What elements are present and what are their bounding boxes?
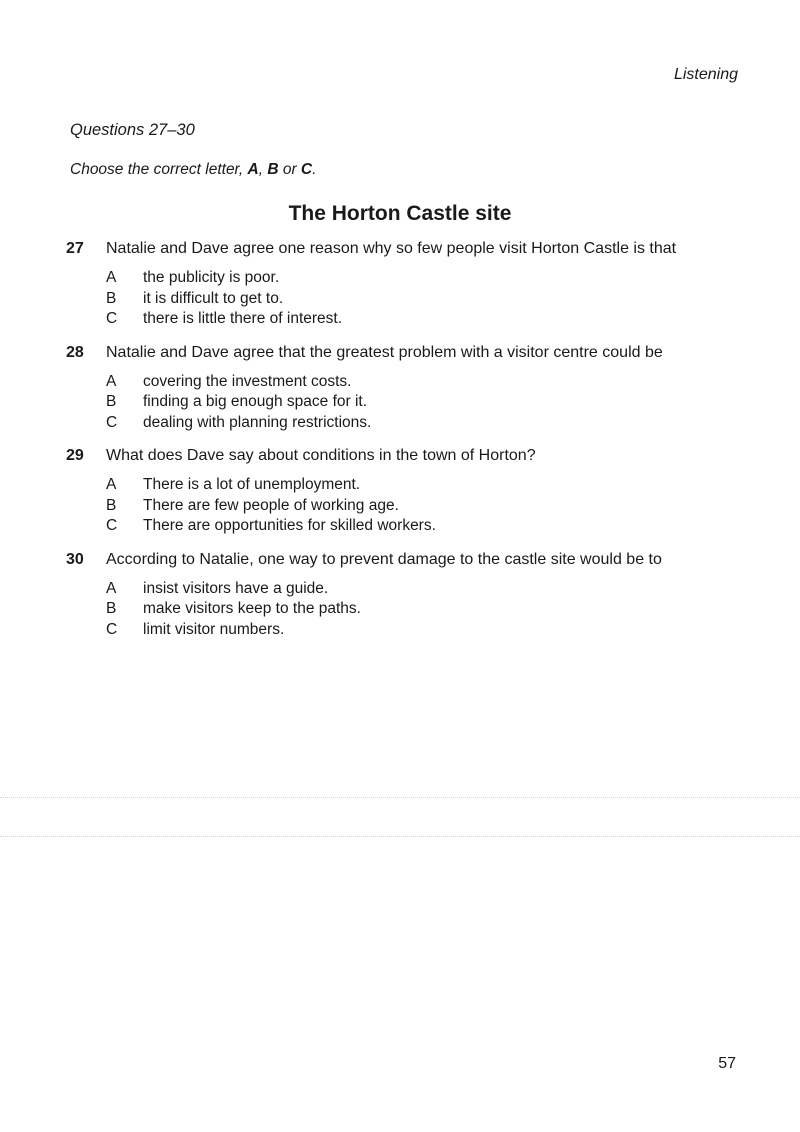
option-letter: A — [106, 476, 117, 493]
question-stem — [66, 446, 746, 466]
option-c — [106, 620, 746, 641]
option-letter: C — [106, 620, 118, 638]
question-number: 29 — [66, 447, 84, 464]
option-b — [106, 392, 746, 413]
option-a — [106, 579, 746, 600]
question-30 — [66, 550, 746, 641]
option-text: it is difficult to get to. — [143, 289, 284, 307]
instruction-letter-a: A — [247, 161, 259, 178]
option-letter: C — [106, 310, 118, 327]
instruction-separator: , — [258, 161, 268, 178]
section-label: Listening — [673, 66, 738, 83]
option-letter: C — [106, 413, 118, 431]
instruction-separator: or — [278, 161, 301, 178]
scan-artifact-line — [0, 797, 800, 799]
option-list — [66, 475, 746, 537]
option-b — [106, 599, 746, 620]
questions-range-heading: Questions 27–30 — [70, 121, 195, 139]
question-28 — [66, 343, 746, 434]
option-list — [66, 268, 746, 330]
option-text: There is a lot of unemployment. — [143, 476, 361, 493]
option-letter: C — [106, 517, 118, 534]
instruction-text — [70, 161, 316, 179]
question-text: What does Dave say about conditions in the town of Horton? — [106, 447, 536, 464]
instruction-letter-b: B — [267, 161, 279, 178]
option-a — [106, 475, 746, 496]
option-letter: B — [106, 496, 117, 514]
section-title: The Horton Castle site — [288, 202, 512, 225]
option-text: the publicity is poor. — [143, 269, 280, 286]
question-29 — [66, 446, 746, 537]
question-number: 27 — [66, 240, 84, 257]
question-text: According to Natalie, one way to prevent damage to the castle site would be to — [106, 550, 662, 568]
option-letter: A — [106, 579, 117, 597]
question-number: 28 — [66, 343, 84, 361]
option-text: There are opportunities for skilled workers. — [143, 517, 436, 534]
instruction-suffix: . — [312, 161, 317, 178]
scan-artifact-line — [0, 836, 800, 838]
option-letter: B — [106, 289, 117, 307]
question-stem — [66, 343, 746, 363]
page-number: 57 — [718, 1055, 736, 1072]
option-letter: A — [106, 269, 117, 286]
option-letter: B — [106, 600, 117, 617]
option-b — [106, 496, 746, 517]
option-list — [66, 579, 746, 641]
option-list — [66, 372, 746, 434]
option-c — [106, 413, 746, 434]
question-27 — [66, 239, 746, 330]
question-text: Natalie and Dave agree that the greatest problem with a visitor centre could be — [106, 343, 663, 361]
question-stem — [66, 239, 746, 259]
option-text: limit visitor numbers. — [143, 620, 285, 638]
question-text: Natalie and Dave agree one reason why so few people visit Horton Castle is that — [106, 240, 677, 257]
option-a — [106, 372, 746, 393]
option-text: There are few people of working age. — [143, 496, 399, 514]
instruction-prefix: Choose the correct letter, — [70, 161, 248, 178]
option-letter: B — [106, 393, 117, 410]
option-a — [106, 268, 746, 289]
option-text: covering the investment costs. — [143, 372, 352, 390]
option-text: dealing with planning restrictions. — [143, 413, 372, 431]
option-letter: A — [106, 372, 117, 390]
option-c — [106, 309, 746, 330]
option-text: make visitors keep to the paths. — [143, 600, 361, 617]
option-text: there is little there of interest. — [143, 310, 343, 327]
option-b — [106, 289, 746, 310]
instruction-letter-c: C — [300, 161, 313, 178]
question-number: 30 — [66, 550, 84, 568]
option-c — [106, 516, 746, 537]
option-text: insist visitors have a guide. — [143, 579, 329, 597]
question-list — [66, 239, 746, 653]
option-text: finding a big enough space for it. — [143, 393, 368, 410]
question-stem — [66, 550, 746, 570]
